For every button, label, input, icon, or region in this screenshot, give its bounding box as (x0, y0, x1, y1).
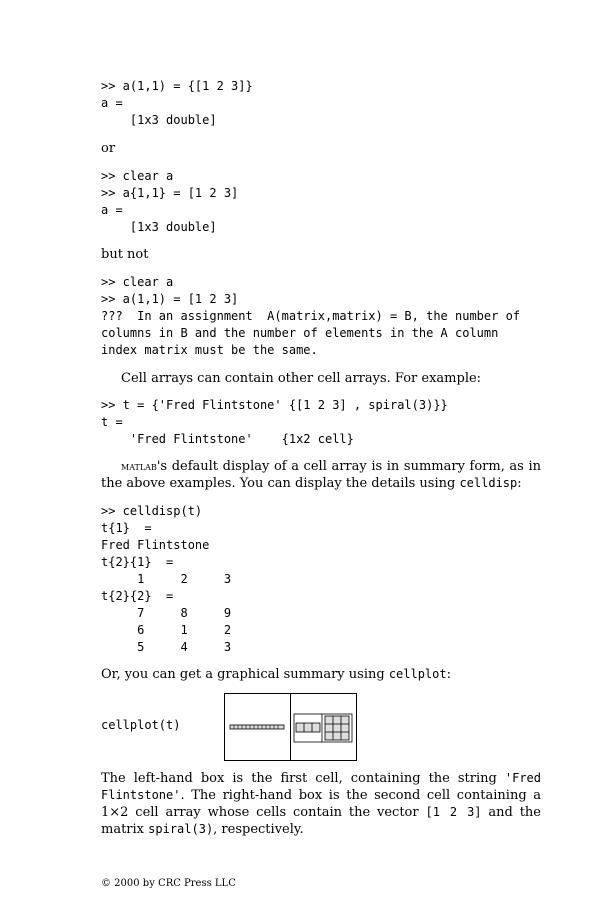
code-line: 5 4 3 (101, 640, 232, 654)
inline-code-vector: [1 2 3] (425, 805, 482, 819)
code-block-error (101, 274, 541, 359)
code-block-nested (101, 397, 541, 448)
code-line: a = (101, 96, 123, 110)
code-line: Fred Flintstone (101, 538, 210, 552)
cellplot-graphic (225, 694, 356, 760)
matrix-cell (325, 716, 349, 740)
code-line: t{2}{2} = (101, 589, 174, 603)
paragraph-default-display: matlab's default display of a cell array is in summary form, as in the above examples. You can display the details using celldisp: (101, 459, 541, 491)
code-line: 6 1 2 (101, 623, 232, 637)
inline-code-spiral: spiral(3) (148, 822, 214, 836)
code-line: [1x3 double] (101, 220, 217, 234)
code-line: t = (101, 415, 123, 429)
paragraph-nested-cells: Cell arrays can contain other cell arrays. For example: (121, 371, 482, 386)
code-line: a = (101, 203, 123, 217)
connector-or: or (101, 141, 116, 156)
code-line: columns in B and the number of elements in the A column (101, 326, 499, 340)
code-line: >> clear a (101, 169, 174, 183)
matlab-name: matlab (121, 459, 157, 473)
code-line: >> a(1,1) = [1 2 3] (101, 292, 239, 306)
code-block-celldisp (101, 503, 541, 656)
code-block-assign-brace (101, 168, 541, 236)
code-line: [1x3 double] (101, 113, 217, 127)
string-cell-strip (230, 725, 284, 729)
code-line: 'Fred Flintstone' {1x2 cell} (101, 432, 354, 446)
inline-code-string: 'Fred Flintstone' (101, 771, 541, 802)
code-line: t{2}{1} = (101, 555, 174, 569)
code-line: >> celldisp(t) (101, 504, 203, 518)
code-line: t{1} = (101, 521, 152, 535)
code-line: >> a{1,1} = [1 2 3] (101, 186, 239, 200)
cellplot-command: cellplot(t) (101, 718, 181, 732)
code-block-assign-paren (101, 78, 541, 129)
code-line: >> t = {'Fred Flintstone' {[1 2 3] , spiral(3)}} (101, 398, 448, 412)
vector-cell (296, 723, 320, 732)
inline-code-celldisp: celldisp (459, 476, 518, 490)
paragraph-cellplot: Or, you can get a graphical summary using cellplot: (101, 667, 451, 682)
code-line: 1 2 3 (101, 572, 232, 586)
inline-code-cellplot: cellplot (388, 667, 447, 681)
code-line: ??? In an assignment A(matrix,matrix) = B, the number of (101, 309, 521, 323)
cellplot-example (101, 693, 541, 761)
connector-but-not: but not (101, 247, 149, 262)
code-line: index matrix must be the same. (101, 343, 318, 357)
cellplot-figure (224, 693, 357, 761)
code-line: 7 8 9 (101, 606, 232, 620)
code-line: >> a(1,1) = {[1 2 3]} (101, 79, 253, 93)
code-line: >> clear a (101, 275, 174, 289)
paragraph-explanation: The left-hand box is the first cell, containing the string 'Fred Flintstone'. The right-hand box is the second cell containing a 1×2 cell array whose cells contain the vector [1 2 3] and the matrix spiral(3), respectively. (101, 771, 541, 837)
copyright-footer: © 2000 by CRC Press LLC (101, 878, 236, 889)
